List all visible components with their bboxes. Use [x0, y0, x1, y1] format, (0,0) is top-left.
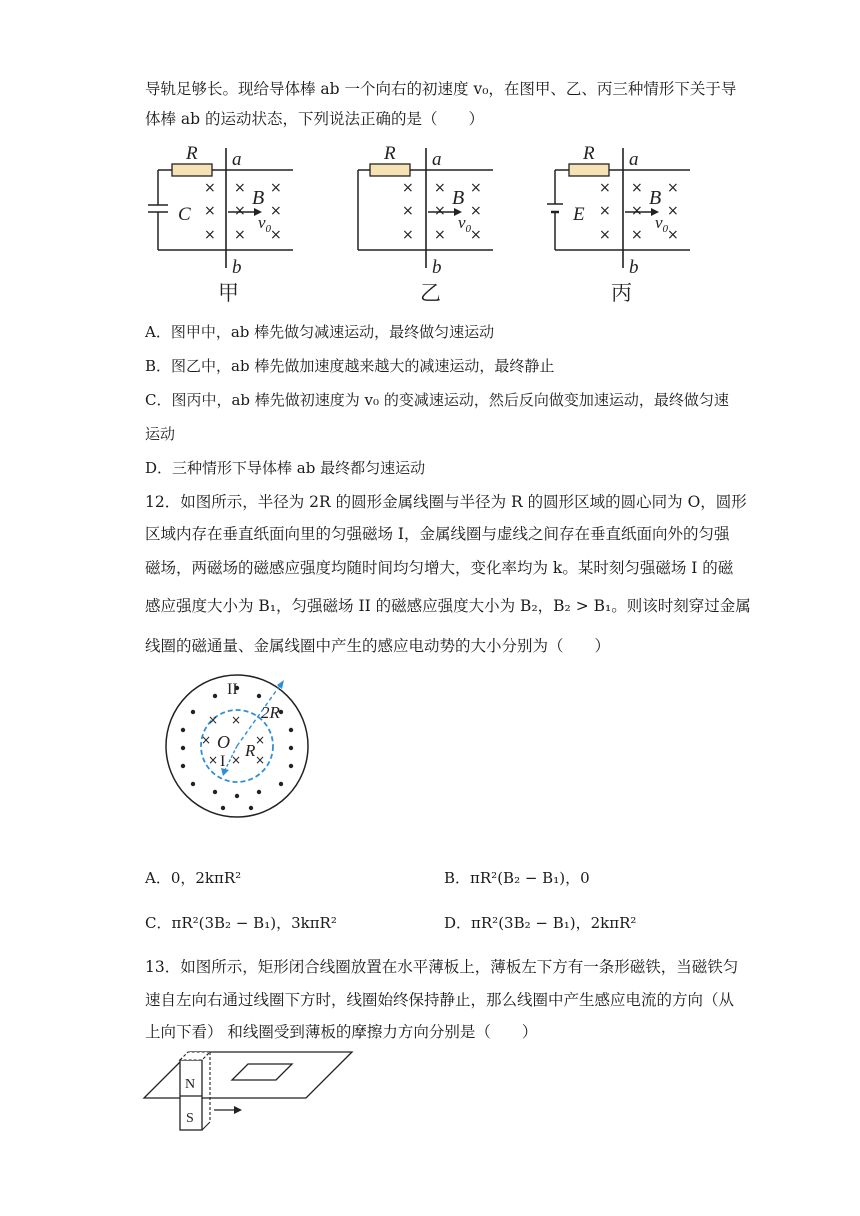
- q12-region-i-label: I: [220, 753, 226, 770]
- svg-text:×: ×: [599, 227, 611, 243]
- svg-text:×: ×: [234, 227, 246, 243]
- q11-yi-field-label: B: [452, 187, 465, 209]
- q12-outer-radius-label: 2R: [261, 703, 280, 722]
- svg-text:×: ×: [204, 227, 216, 243]
- q11-yi-b-label: b: [432, 257, 442, 278]
- svg-text:×: ×: [434, 227, 446, 243]
- q11-jia-caption: 甲: [218, 281, 239, 305]
- svg-text:×: ×: [470, 227, 482, 243]
- svg-text:×: ×: [402, 203, 414, 219]
- q12-option-b: B．πR²(B₂ − B₁)，0: [444, 869, 590, 887]
- q11-jia-velocity-v: v: [258, 213, 266, 232]
- svg-text:×: ×: [270, 227, 282, 243]
- svg-text:×: ×: [434, 180, 446, 196]
- svg-text:×: ×: [667, 180, 679, 196]
- q11-bing-velocity-label: $v_0$: [655, 213, 669, 235]
- q11-jia-resistor-label: R: [186, 143, 198, 164]
- q11-yi-caption: 乙: [420, 281, 441, 305]
- q11-bing-resistor-label: R: [583, 143, 595, 164]
- q11-option-c-line1: C．图丙中，ab 棒先做初速度为 v₀ 的变减速运动，然后反向做变加速运动，最终做匀速: [145, 391, 729, 409]
- svg-text:×: ×: [402, 180, 414, 196]
- q11-bing-a-label: a: [629, 149, 639, 170]
- svg-text:×: ×: [208, 753, 219, 767]
- q11-jia-element-label: C: [178, 204, 191, 225]
- svg-text:×: ×: [204, 203, 216, 219]
- q12-stem-line3: 磁场，两磁场的磁感应强度均随时间均匀增大，变化率均为 k。某时刻匀强磁场 I 的磁: [145, 559, 734, 577]
- q11-option-c-line2: 运动: [145, 425, 176, 443]
- q11-bing-field-label: B: [649, 187, 662, 209]
- q11-stem-line1: 导轨足够长。现给导体棒 ab 一个向右的初速度 v₀，在图甲、乙、丙三种情形下关于导: [145, 80, 737, 98]
- svg-text:×: ×: [470, 180, 482, 196]
- q12-figure-circles: [163, 672, 313, 822]
- svg-text:×: ×: [667, 227, 679, 243]
- q12-option-d: D．πR²(3B₂ − B₁)，2kπR²: [444, 914, 637, 932]
- svg-text:×: ×: [470, 203, 482, 219]
- q11-jia-field-label: B: [252, 187, 265, 209]
- svg-text:×: ×: [270, 180, 282, 196]
- svg-text:×: ×: [201, 733, 212, 747]
- q11-option-a: A．图甲中，ab 棒先做匀减速运动，最终做匀速运动: [145, 323, 495, 341]
- q13-stem-line3: 上向下看） 和线圈受到薄板的摩擦力方向分别是（ ）: [145, 1023, 538, 1041]
- q13-figure-plate-magnet: [140, 1050, 360, 1140]
- q11-figure-jia: [148, 140, 308, 305]
- svg-text:×: ×: [434, 203, 446, 219]
- svg-text:×: ×: [402, 227, 414, 243]
- q11-option-b: B．图乙中，ab 棒先做加速度越来越大的减速运动，最终静止: [145, 357, 555, 375]
- svg-text:×: ×: [270, 203, 282, 219]
- svg-text:×: ×: [234, 203, 246, 219]
- q11-jia-velocity-label: $v_0$: [258, 213, 272, 235]
- q13-north-label: N: [185, 1077, 196, 1092]
- q11-figure-yi: [348, 140, 508, 305]
- svg-text:×: ×: [631, 227, 643, 243]
- svg-text:×: ×: [667, 203, 679, 219]
- svg-text:×: ×: [255, 733, 266, 747]
- svg-text:×: ×: [204, 180, 216, 196]
- q12-option-a: A．0，2kπR²: [145, 869, 242, 887]
- q12-stem-line1: 12．如图所示，半径为 2R 的圆形金属线圈与半径为 R 的圆形区域的圆心同为 O，圆形: [145, 493, 747, 511]
- q11-jia-a-label: a: [232, 149, 242, 170]
- svg-text:×: ×: [208, 713, 219, 727]
- q12-stem-line5: 线圈的磁通量、金属线圈中产生的感应电动势的大小分别为（ ）: [145, 637, 611, 655]
- q12-center-label: O: [217, 732, 230, 752]
- svg-text:×: ×: [631, 203, 643, 219]
- q11-bing-caption: 丙: [611, 281, 632, 305]
- q13-south-label: S: [186, 1111, 194, 1126]
- q11-option-d: D．三种情形下导体棒 ab 最终都匀速运动: [145, 459, 426, 477]
- svg-text:×: ×: [255, 753, 266, 767]
- q12-stem-line2: 区域内存在垂直纸面向里的匀强磁场 I，金属线圈与虚线之间存在垂直纸面向外的匀强: [145, 525, 730, 543]
- svg-text:×: ×: [231, 713, 242, 727]
- q12-inner-radius-label: R: [245, 741, 256, 760]
- q13-stem-line2: 速自左向右通过线圈下方时，线圈始终保持静止，那么线圈中产生感应电流的方向（从: [145, 991, 735, 1009]
- q13-stem-line1: 13．如图所示，矩形闭合线圈放置在水平薄板上，薄板左下方有一条形磁铁，当磁铁匀: [145, 958, 739, 976]
- q11-jia-b-label: b: [232, 257, 242, 278]
- svg-text:×: ×: [234, 180, 246, 196]
- q11-yi-resistor-label: R: [384, 143, 396, 164]
- q11-bing-b-label: b: [629, 257, 639, 278]
- q11-bing-element-label: E: [573, 204, 585, 225]
- svg-text:×: ×: [599, 203, 611, 219]
- q12-region-ii-label: II: [227, 681, 238, 698]
- q11-yi-velocity-label: $v_0$: [458, 213, 472, 235]
- q12-stem-line4: 感应强度大小为 B₁，匀强磁场 II 的磁感应强度大小为 B₂，B₂ > B₁。则该时刻穿过金属: [145, 597, 751, 615]
- svg-text:×: ×: [599, 180, 611, 196]
- svg-text:×: ×: [631, 180, 643, 196]
- svg-text:×: ×: [231, 753, 242, 767]
- q12-option-c: C．πR²(3B₂ − B₁)，3kπR²: [145, 914, 337, 932]
- q11-stem-line2: 体棒 ab 的运动状态，下列说法正确的是（ ）: [145, 110, 485, 128]
- q11-figure-bing: [545, 140, 705, 305]
- q11-yi-a-label: a: [432, 149, 442, 170]
